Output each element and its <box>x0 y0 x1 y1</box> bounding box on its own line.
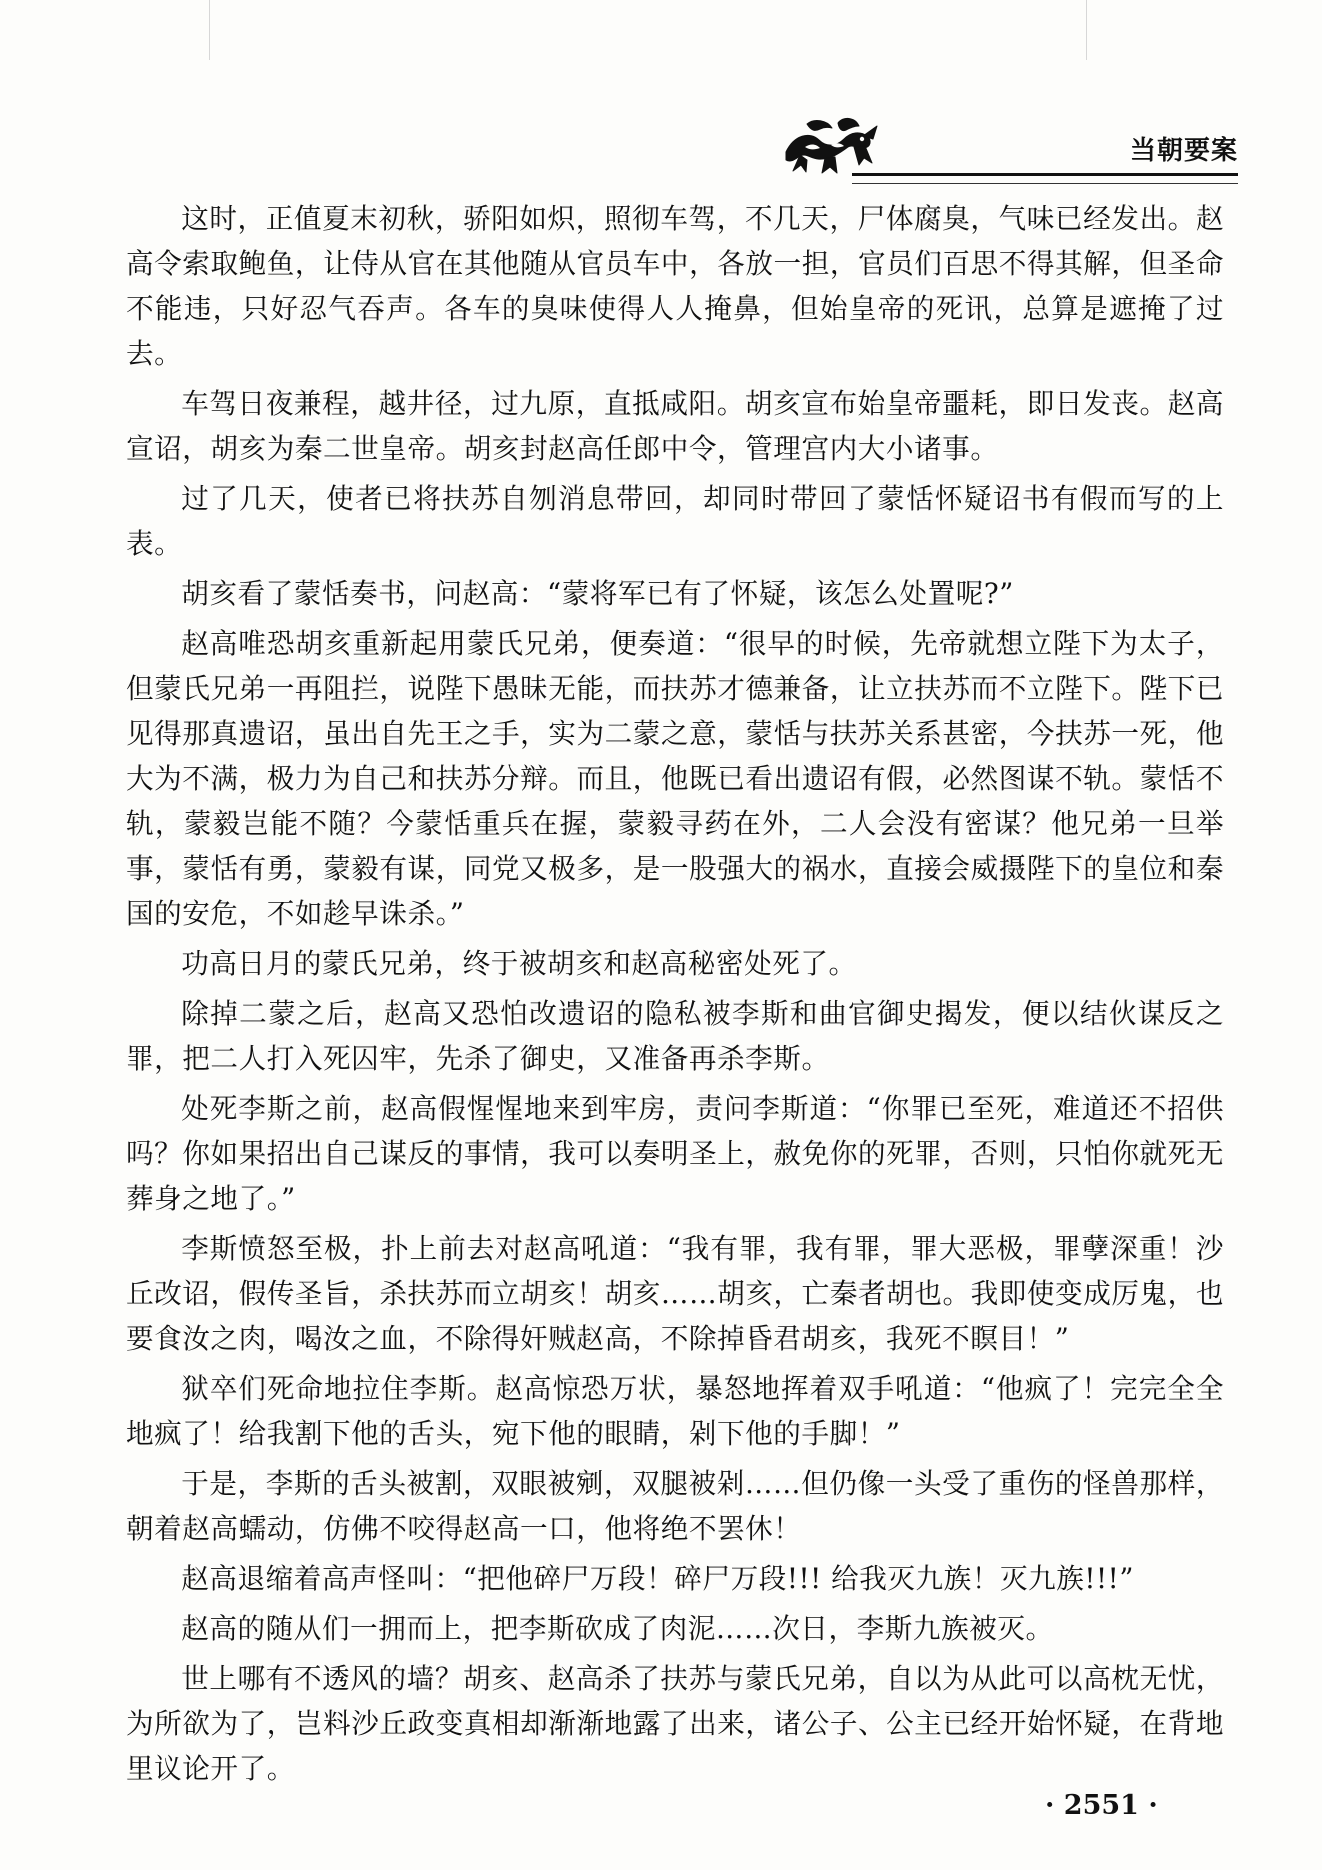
paragraph: 功高日月的蒙氏兄弟，终于被胡亥和赵高秘密处死了。 <box>181 947 857 980</box>
paragraph: 赵高唯恐胡亥重新起用蒙氏兄弟，便奏道：“很早的时候，先帝就想立陛下为太子，但蒙氏兄弟一再阻拦，说陛下愚昧无能，而扶苏才德兼备，让立扶苏而不立陛下。陛下已见得那真遗诏，虽出自先王之手，实为二蒙之意，蒙恬与扶苏关系甚密，今扶苏一死，他大为不满，极力为自己和扶苏分辩。而且，他既已看出遗诏有假，必然图谋不轨。蒙恬不轨，蒙毅岂能不随？今蒙恬重兵在握，蒙毅寻药在外，二人会没有密谋？他兄弟一旦举事，蒙恬有勇，蒙毅有谋，同党又极多，是一股强大的祸水，直接会威摄陛下的皇位和秦国的安危，不如趁早诛杀。” <box>126 627 1224 930</box>
scan-edge-left <box>209 0 210 60</box>
paragraph: 胡亥看了蒙恬奏书，问赵高：“蒙将军已有了怀疑，该怎么处置呢?” <box>181 577 1014 610</box>
page-number: · 2551 · <box>1045 1790 1158 1821</box>
dragon-icon <box>776 112 881 176</box>
paragraph: 车驾日夜兼程，越井径，过九原，直抵咸阳。胡亥宣布始皇帝噩耗，即日发丧。赵高宣诏，胡亥为秦二世皇帝。胡亥封赵高任郎中令，管理宫内大小诸事。 <box>126 387 1224 465</box>
paragraph: 于是，李斯的舌头被割，双眼被剜，双腿被剁……但仍像一头受了重伤的怪兽那样，朝着赵高蠕动，仿佛不咬得赵高一口，他将绝不罢休！ <box>126 1467 1224 1545</box>
paragraph: 赵高的随从们一拥而上，把李斯砍成了肉泥……次日，李斯九族被灭。 <box>181 1612 1054 1645</box>
paragraph: 这时，正值夏末初秋，骄阳如炽，照彻车驾，不几天，尸体腐臭，气味已经发出。赵高令索取鲍鱼，让侍从官在其他随从官员车中，各放一担，官员们百思不得其解，但圣命不能违，只好忍气吞声。各车的臭味使得人人掩鼻，但始皇帝的死讯，总算是遮掩了过去。 <box>126 202 1224 370</box>
paragraph: 赵高退缩着高声怪叫：“把他碎尸万段！碎尸万段!!! 给我灭九族！灭九族!!!” <box>181 1562 1134 1595</box>
paragraph: 世上哪有不透风的墙？胡亥、赵高杀了扶苏与蒙氏兄弟，自以为从此可以高枕无忧，为所欲为了，岂料沙丘政变真相却渐渐地露了出来，诸公子、公主已经开始怀疑，在背地里议论开了。 <box>126 1662 1224 1785</box>
chapter-text <box>126 196 1224 1796</box>
page-header <box>776 108 1238 188</box>
header-rule <box>852 173 1238 176</box>
header-rule-fine <box>852 183 1238 184</box>
scan-edge-right <box>1086 0 1087 60</box>
paragraph: 过了几天，使者已将扶苏自刎消息带回，却同时带回了蒙恬怀疑诏书有假而写的上表。 <box>126 482 1224 560</box>
paragraph: 处死李斯之前，赵高假惺惺地来到牢房，责问李斯道：“你罪已至死，难道还不招供吗？你如果招出自己谋反的事情，我可以奏明圣上，赦免你的死罪，否则，只怕你就死无葬身之地了。” <box>126 1092 1224 1215</box>
paragraph: 李斯愤怒至极，扑上前去对赵高吼道：“我有罪，我有罪，罪大恶极，罪孽深重！沙丘改诏，假传圣旨，杀扶苏而立胡亥！胡亥……胡亥，亡秦者胡也。我即使变成厉鬼，也要食汝之肉，喝汝之血，不除得奸贼赵高，不除掉昏君胡亥，我死不瞑目！” <box>126 1232 1224 1355</box>
paragraph: 除掉二蒙之后，赵高又恐怕改遗诏的隐私被李斯和曲官御史揭发，便以结伙谋反之罪，把二人打入死囚牢，先杀了御史，又准备再杀李斯。 <box>126 997 1224 1075</box>
section-title: 当朝要案 <box>1129 136 1238 166</box>
paragraph: 狱卒们死命地拉住李斯。赵高惊恐万状，暴怒地挥着双手吼道：“他疯了！完完全全地疯了！给我割下他的舌头，宛下他的眼睛，剁下他的手脚！” <box>126 1372 1224 1450</box>
